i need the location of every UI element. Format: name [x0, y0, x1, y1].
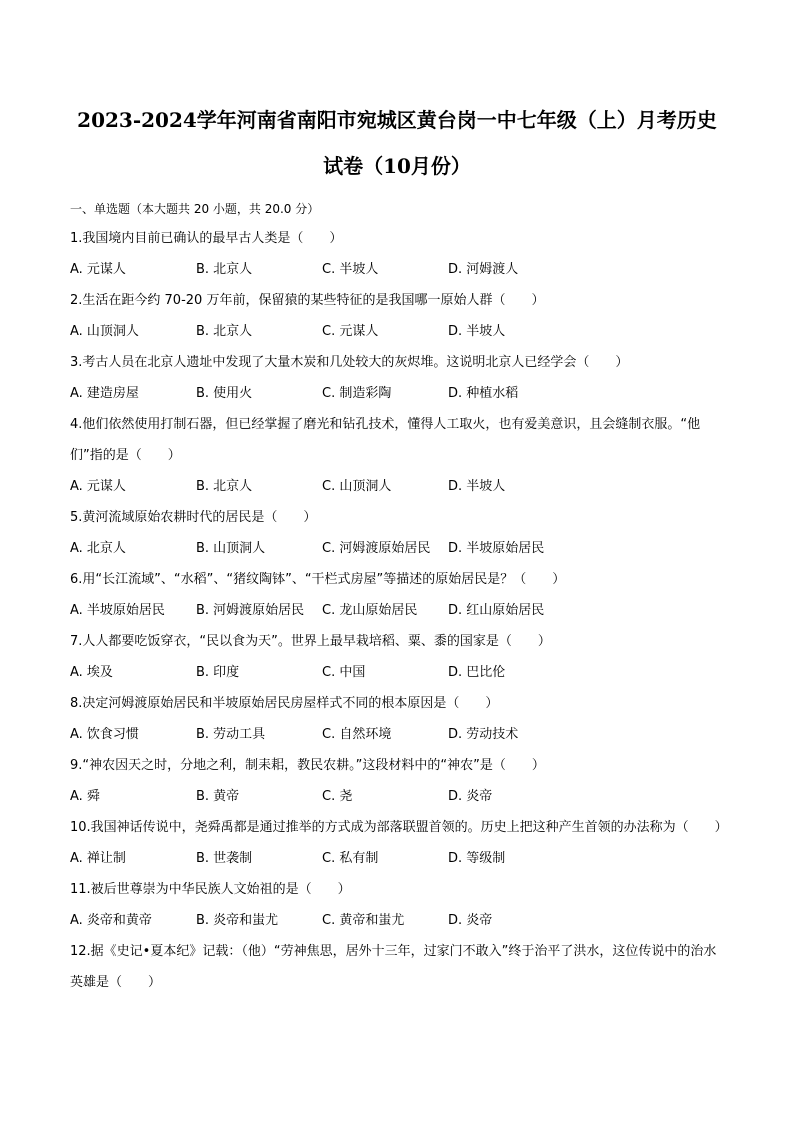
option-d[interactable]: D. 种植水稻 [448, 386, 519, 401]
option-a[interactable]: A. 山顶洞人 [70, 324, 139, 339]
option-d[interactable]: D. 巴比伦 [448, 665, 506, 680]
option-d[interactable]: D. 红山原始居民 [448, 603, 545, 618]
option-row [70, 471, 724, 502]
option-c[interactable]: C. 私有制 [322, 851, 379, 866]
option-b[interactable]: B. 北京人 [196, 324, 253, 339]
option-b[interactable]: B. 使用火 [196, 386, 253, 401]
section-heading: 一、单选题（本大题共 20 小题，共 20.0 分） [70, 202, 320, 216]
question-stem: 11.被后世尊崇为中华民族人文始祖的是（ ） [70, 882, 351, 897]
question-item [70, 564, 724, 626]
option-row [70, 254, 724, 285]
option-a[interactable]: A. 元谋人 [70, 262, 126, 277]
option-row [70, 595, 724, 626]
option-row [70, 316, 724, 347]
question-stem: 2.生活在距今约 70-20 万年前，保留猿的某些特征的是我国哪一原始人群（ ） [70, 293, 545, 308]
option-a[interactable]: A. 炎帝和黄帝 [70, 913, 152, 928]
question-stem: 10.我国神话传说中，尧舜禹都是通过推举的方式成为部落联盟首领的。历史上把这种产生首领的办法称为（ ） [70, 820, 728, 835]
option-b[interactable]: B. 世袭制 [196, 851, 253, 866]
question-item [70, 626, 724, 688]
question-stem: 8.决定河姆渡原始居民和半坡原始居民房屋样式不同的根本原因是（ ） [70, 696, 499, 711]
exam-title-line1: 2023-2024学年河南省南阳市宛城区黄台岗一中七年级（上）月考历史 [77, 108, 717, 132]
option-d[interactable]: D. 等级制 [448, 851, 506, 866]
question-item [70, 223, 724, 285]
option-a[interactable]: A. 禅让制 [70, 851, 126, 866]
option-c[interactable]: C. 元谋人 [322, 324, 379, 339]
question-stem: 5.黄河流域原始农耕时代的居民是（ ） [70, 510, 317, 525]
option-b[interactable]: B. 北京人 [196, 479, 253, 494]
option-d[interactable]: D. 劳动技术 [448, 727, 519, 742]
option-c[interactable]: C. 尧 [322, 789, 353, 804]
option-a[interactable]: A. 舜 [70, 789, 100, 804]
option-row [70, 657, 724, 688]
option-c[interactable]: C. 制造彩陶 [322, 386, 392, 401]
option-d[interactable]: D. 半坡人 [448, 324, 506, 339]
option-b[interactable]: B. 炎帝和蚩尤 [196, 913, 279, 928]
option-b[interactable]: B. 山顶洞人 [196, 541, 266, 556]
question-stem: 6.用“长江流域”、“水稻”、“猪纹陶钵”、“干栏式房屋”等描述的原始居民是？（ ） [70, 572, 566, 587]
option-a[interactable]: A. 饮食习惯 [70, 727, 139, 742]
question-item [70, 285, 724, 347]
option-row [70, 781, 724, 812]
option-row [70, 843, 724, 874]
question-stem: 3.考古人员在北京人遗址中发现了大量木炭和几处较大的灰烬堆。这说明北京人已经学会（ ） [70, 355, 629, 370]
option-d[interactable]: D. 炎帝 [448, 789, 493, 804]
option-a[interactable]: A. 建造房屋 [70, 386, 139, 401]
option-a[interactable]: A. 埃及 [70, 665, 113, 680]
option-c[interactable]: C. 半坡人 [322, 262, 379, 277]
question-item [70, 812, 728, 874]
option-a[interactable]: A. 半坡原始居民 [70, 603, 165, 618]
option-b[interactable]: B. 北京人 [196, 262, 253, 277]
option-row [70, 533, 724, 564]
option-a[interactable]: A. 元谋人 [70, 479, 126, 494]
question-item [70, 750, 724, 812]
question-list [70, 223, 728, 998]
question-stem: 9.“神农因天之时，分地之利，制耒耜，教民农耕。”这段材料中的“神农”是（ ） [70, 758, 545, 773]
question-item [70, 347, 724, 409]
option-row [70, 378, 724, 409]
option-c[interactable]: C. 山顶洞人 [322, 479, 392, 494]
question-stem: 4.他们依然使用打制石器，但已经掌握了磨光和钻孔技术，懂得人工取火，也有爱美意识，且会缝制衣服。“他们”指的是（ ） [70, 417, 701, 463]
exam-title-line2: 试卷（10月份） [323, 154, 471, 178]
option-b[interactable]: B. 劳动工具 [196, 727, 266, 742]
option-d[interactable]: D. 炎帝 [448, 913, 493, 928]
question-item [70, 409, 724, 502]
question-item [70, 936, 724, 998]
option-d[interactable]: D. 河姆渡人 [448, 262, 519, 277]
option-d[interactable]: D. 半坡人 [448, 479, 506, 494]
option-c[interactable]: C. 黄帝和蚩尤 [322, 913, 405, 928]
question-stem: 12.据《史记•夏本纪》记载：（他）“劳神焦思，居外十三年，过家门不敢入”终于治平了洪水，这位传说中的治水英雄是（ ） [70, 944, 717, 990]
option-d[interactable]: D. 半坡原始居民 [448, 541, 545, 556]
option-c[interactable]: C. 龙山原始居民 [322, 603, 418, 618]
option-b[interactable]: B. 黄帝 [196, 789, 240, 804]
option-c[interactable]: C. 自然环境 [322, 727, 392, 742]
question-item [70, 502, 724, 564]
option-b[interactable]: B. 印度 [196, 665, 240, 680]
question-stem: 7.人人都要吃饭穿衣，“民以食为天”。世界上最早栽培稻、粟、黍的国家是（ ） [70, 634, 551, 649]
question-item [70, 688, 724, 750]
option-a[interactable]: A. 北京人 [70, 541, 126, 556]
option-c[interactable]: C. 河姆渡原始居民 [322, 541, 431, 556]
question-stem: 1.我国境内目前已确认的最早古人类是（ ） [70, 231, 343, 246]
option-row [70, 905, 724, 936]
question-item [70, 874, 724, 936]
option-c[interactable]: C. 中国 [322, 665, 366, 680]
option-row [70, 719, 724, 750]
option-b[interactable]: B. 河姆渡原始居民 [196, 603, 305, 618]
